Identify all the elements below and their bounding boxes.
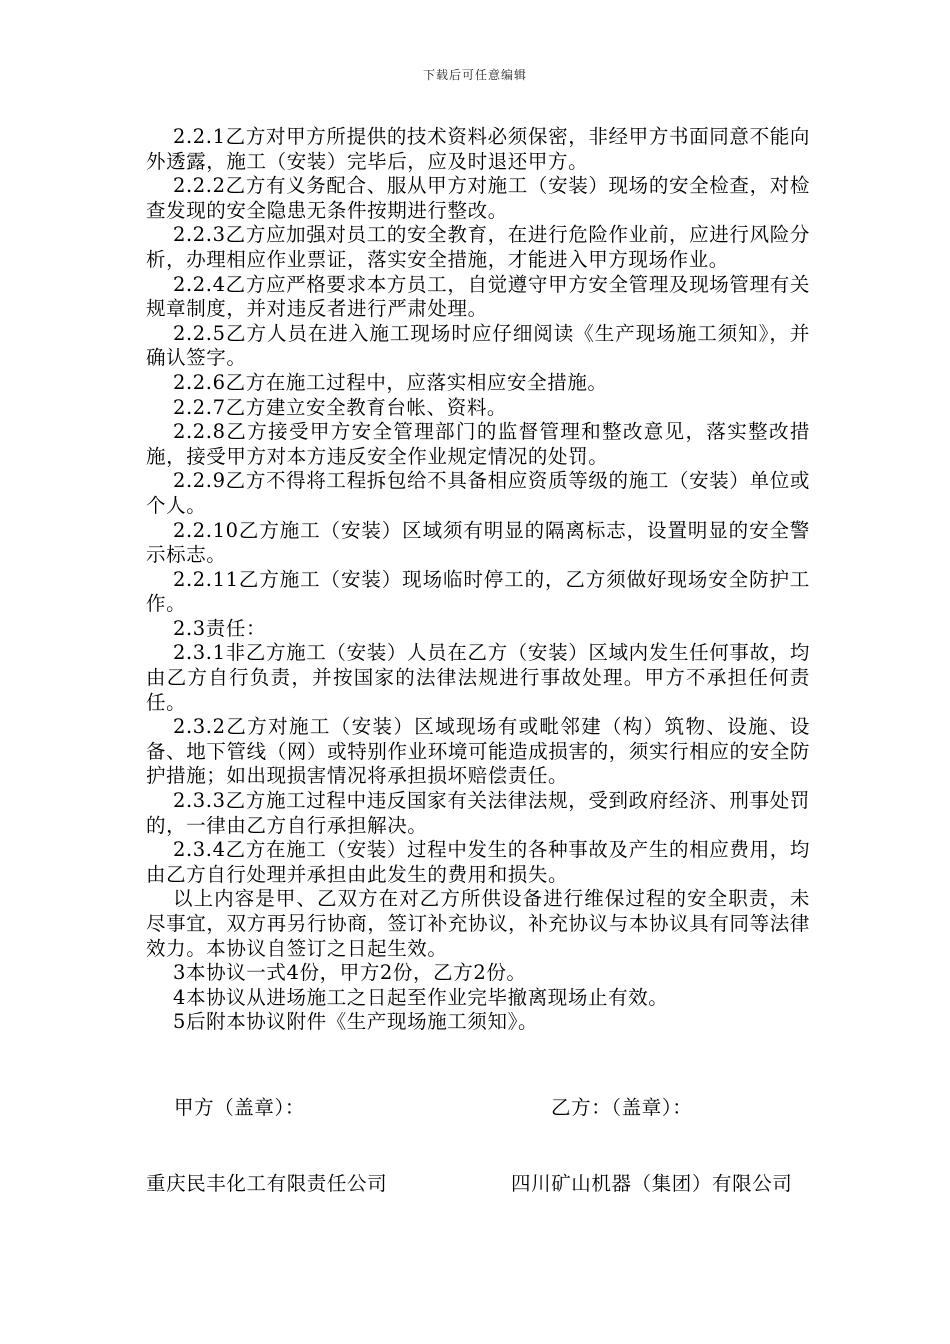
clause-2-2-8: 2.2.8乙方接受甲方安全管理部门的监督管理和整改意见，落实整改措施，接受甲方对本方违反安全作业规定情况的处罚。 bbox=[146, 420, 810, 468]
clause-2-2-1: 2.2.1乙方对甲方所提供的技术资料必须保密，非经甲方书面同意不能向外透露，施工（安装）完毕后，应及时退还甲方。 bbox=[146, 125, 810, 173]
clause-2-3-3: 2.3.3乙方施工过程中违反国家有关法律法规，受到政府经济、刑事处罚的，一律由乙方自行承担解决。 bbox=[146, 789, 810, 837]
clause-2-2-7: 2.2.7乙方建立安全教育台帐、资料。 bbox=[173, 395, 508, 419]
clause-2-2-2: 2.2.2乙方有义务配合、服从甲方对施工（安装）现场的安全检查，对检查发现的安全隐患无条件按期进行整改。 bbox=[146, 174, 810, 222]
clause-2-3-4: 2.3.4乙方在施工（安装）过程中发生的各种事故及产生的相应费用，均由乙方自行处理并承担由此发生的费用和损失。 bbox=[146, 838, 810, 886]
clause-2-2-5: 2.2.5乙方人员在进入施工现场时应仔细阅读《生产现场施工须知》，并确认签字。 bbox=[146, 321, 810, 370]
clause-5-attachment: 5后附本协议附件《生产现场施工须知》。 bbox=[173, 1010, 539, 1034]
clause-2-2-4: 2.2.4乙方应严格要求本方员工，自觉遵守甲方安全管理及现场管理有关规章制度，并对违反者进行严肃处理。 bbox=[146, 272, 810, 321]
clause-2-2-11: 2.2.11乙方施工（安装）现场临时停工的，乙方须做好现场安全防护工作。 bbox=[146, 567, 810, 616]
clause-3-copies: 3本协议一式4份，甲方2份，乙方2份。 bbox=[173, 961, 527, 985]
section-2-3-heading: 2.3责任： bbox=[173, 616, 267, 640]
closing-statement: 以上内容是甲、乙双方在对乙方所供设备进行维保过程的安全职责，未尽事宜，双方再另行协商，签订补充协议，补充协议与本协议具有同等法律效力。本协议自签订之日起生效。 bbox=[146, 887, 810, 960]
page-header: 下载后可任意编辑 bbox=[422, 68, 527, 82]
clause-2-2-6: 2.2.6乙方在施工过程中，应落实相应安全措施。 bbox=[173, 370, 608, 394]
party-a-seal-label: 甲方（盖章）： bbox=[174, 1096, 305, 1119]
clause-2-2-9: 2.2.9乙方不得将工程拆包给不具备相应资质等级的施工（安装）单位或个人。 bbox=[146, 469, 810, 517]
clause-2-2-10: 2.2.10乙方施工（安装）区域须有明显的隔离标志，设置明显的安全警示标志。 bbox=[146, 518, 810, 567]
clause-2-2-3: 2.2.3乙方应加强对员工的安全教育，在进行危险作业前，应进行风险分析，办理相应作业票证，落实安全措施，才能进入甲方现场作业。 bbox=[146, 223, 810, 271]
clause-2-3-1: 2.3.1非乙方施工（安装）人员在乙方（安装）区域内发生任何事故，均由乙方自行负责，并按国家的法律法规进行事故处理。甲方不承担任何责任。 bbox=[146, 641, 810, 714]
clause-4-validity: 4本协议从进场施工之日起至作业完毕撤离现场止有效。 bbox=[173, 985, 669, 1009]
party-b-company: 四川矿山机器（集团）有限公司 bbox=[511, 1172, 793, 1195]
party-a-company: 重庆民丰化工有限责任公司 bbox=[146, 1172, 388, 1195]
clause-2-3-2: 2.3.2乙方对施工（安装）区域现场有或毗邻建（构）筑物、设施、设备、地下管线（网）或特别作业环境可能造成损害的，须实行相应的安全防护措施；如出现损害情况将承担损坏赔偿责任。 bbox=[146, 715, 810, 788]
document-body bbox=[146, 125, 810, 1035]
party-b-seal-label: 乙方：（盖章）： bbox=[551, 1096, 693, 1119]
